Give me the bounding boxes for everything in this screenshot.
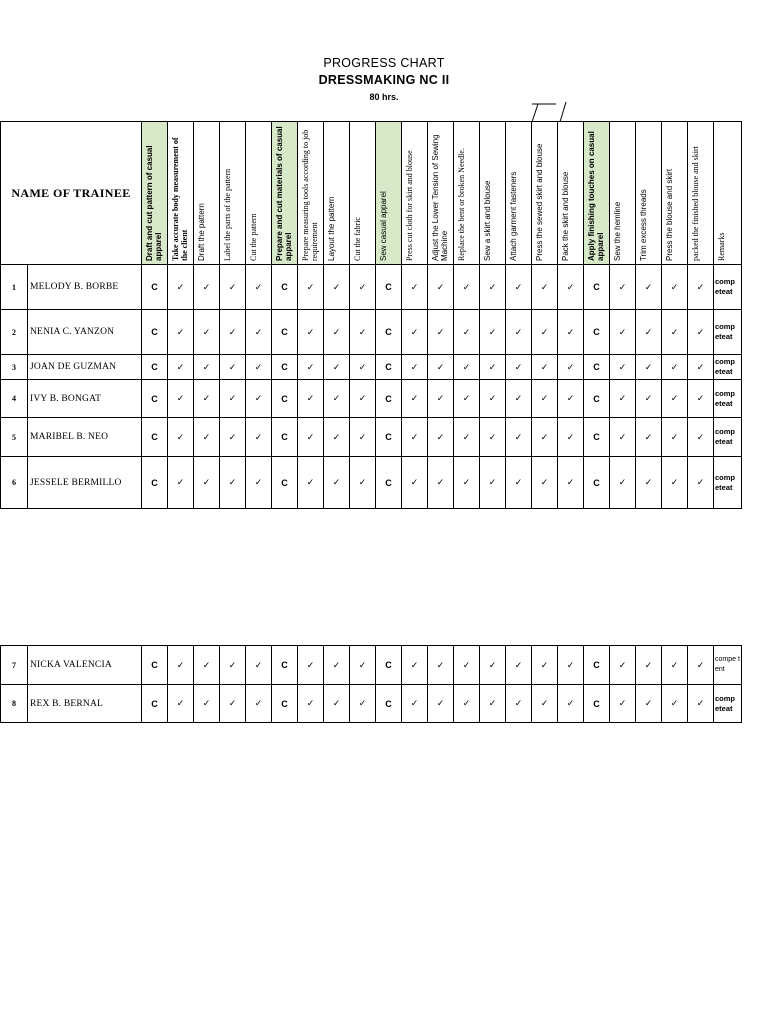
check-mark-icon: ✓ <box>350 457 376 509</box>
trainee-number: 6 <box>1 457 28 509</box>
competent-mark: C <box>142 685 168 723</box>
check-mark-icon: ✓ <box>688 380 714 418</box>
trainee-row <box>1 646 742 685</box>
check-mark-icon: ✓ <box>298 685 324 723</box>
check-mark-icon: ✓ <box>662 646 688 685</box>
check-mark-icon: ✓ <box>298 418 324 457</box>
check-mark-icon: ✓ <box>350 685 376 723</box>
check-mark-icon: ✓ <box>454 310 480 355</box>
competent-mark: C <box>142 646 168 685</box>
check-mark-icon: ✓ <box>688 355 714 380</box>
check-mark-icon: ✓ <box>532 685 558 723</box>
check-mark-icon: ✓ <box>350 265 376 310</box>
check-mark-icon: ✓ <box>194 355 220 380</box>
column-header-6 <box>272 122 298 265</box>
check-mark-icon: ✓ <box>506 457 532 509</box>
trainee-number: 4 <box>1 380 28 418</box>
trainee-name: JESSELE BERMILLO <box>28 457 142 509</box>
check-mark-icon: ✓ <box>662 685 688 723</box>
check-mark-icon: ✓ <box>194 646 220 685</box>
check-mark-icon: ✓ <box>298 355 324 380</box>
check-mark-icon: ✓ <box>220 646 246 685</box>
trainee-name: JOAN DE GUZMAN <box>28 355 142 380</box>
check-mark-icon: ✓ <box>168 355 194 380</box>
check-mark-icon: ✓ <box>246 265 272 310</box>
check-mark-icon: ✓ <box>558 646 584 685</box>
column-header-label: Attach garment fasteners <box>509 171 518 261</box>
competent-mark: C <box>142 457 168 509</box>
column-header-5 <box>246 122 272 265</box>
check-mark-icon: ✓ <box>532 457 558 509</box>
competent-mark: C <box>376 265 402 310</box>
column-header-7 <box>298 122 324 265</box>
check-mark-icon: ✓ <box>350 310 376 355</box>
check-mark-icon: ✓ <box>246 418 272 457</box>
check-mark-icon: ✓ <box>636 418 662 457</box>
check-mark-icon: ✓ <box>220 380 246 418</box>
check-mark-icon: ✓ <box>454 457 480 509</box>
check-mark-icon: ✓ <box>480 457 506 509</box>
check-mark-icon: ✓ <box>428 310 454 355</box>
check-mark-icon: ✓ <box>402 265 428 310</box>
check-mark-icon: ✓ <box>688 685 714 723</box>
check-mark-icon: ✓ <box>194 265 220 310</box>
check-mark-icon: ✓ <box>324 418 350 457</box>
check-mark-icon: ✓ <box>610 646 636 685</box>
competent-mark: C <box>272 457 298 509</box>
check-mark-icon: ✓ <box>428 457 454 509</box>
remarks-cell: comp eteat <box>714 457 742 509</box>
column-header-8 <box>324 122 350 265</box>
check-mark-icon: ✓ <box>506 685 532 723</box>
column-header-9 <box>350 122 376 265</box>
check-mark-icon: ✓ <box>636 685 662 723</box>
check-mark-icon: ✓ <box>480 646 506 685</box>
trainee-row <box>1 310 742 355</box>
check-mark-icon: ✓ <box>246 355 272 380</box>
check-mark-icon: ✓ <box>194 418 220 457</box>
remarks-cell: comp eteat <box>714 418 742 457</box>
check-mark-icon: ✓ <box>428 380 454 418</box>
check-mark-icon: ✓ <box>688 310 714 355</box>
column-header-22 <box>688 122 714 265</box>
check-mark-icon: ✓ <box>636 310 662 355</box>
column-header-16 <box>532 122 558 265</box>
check-mark-icon: ✓ <box>168 457 194 509</box>
column-header-label: Pack the skirt and blouse <box>561 171 570 261</box>
check-mark-icon: ✓ <box>532 646 558 685</box>
check-mark-icon: ✓ <box>688 418 714 457</box>
trainee-row <box>1 418 742 457</box>
check-mark-icon: ✓ <box>506 418 532 457</box>
trainee-row <box>1 355 742 380</box>
check-mark-icon: ✓ <box>350 380 376 418</box>
check-mark-icon: ✓ <box>688 646 714 685</box>
check-mark-icon: ✓ <box>246 310 272 355</box>
check-mark-icon: ✓ <box>168 380 194 418</box>
check-mark-icon: ✓ <box>350 418 376 457</box>
trainee-name: MELODY B. BORBE <box>28 265 142 310</box>
check-mark-icon: ✓ <box>246 685 272 723</box>
check-mark-icon: ✓ <box>506 265 532 310</box>
column-header-label: Layout the pattern <box>327 196 336 261</box>
check-mark-icon: ✓ <box>636 265 662 310</box>
check-mark-icon: ✓ <box>428 685 454 723</box>
check-mark-icon: ✓ <box>350 646 376 685</box>
column-header-18 <box>584 122 610 265</box>
column-header-label: Take accurate body measurement of the client <box>171 137 189 261</box>
column-header-label: Press cut cloth for skirt and blouse <box>405 150 414 261</box>
column-header-label: Press the sewed skirt and blouse <box>535 143 544 261</box>
check-mark-icon: ✓ <box>428 418 454 457</box>
column-header-label: Adjust the Lower Tension of Sewing Machine <box>431 134 449 261</box>
check-mark-icon: ✓ <box>454 380 480 418</box>
column-header-label: Remarks <box>717 232 726 261</box>
check-mark-icon: ✓ <box>428 355 454 380</box>
competent-mark: C <box>584 265 610 310</box>
check-mark-icon: ✓ <box>168 646 194 685</box>
competent-mark: C <box>376 310 402 355</box>
check-mark-icon: ✓ <box>662 380 688 418</box>
check-mark-icon: ✓ <box>324 265 350 310</box>
check-mark-icon: ✓ <box>324 457 350 509</box>
check-mark-icon: ✓ <box>506 355 532 380</box>
column-header-14 <box>480 122 506 265</box>
competent-mark: C <box>584 685 610 723</box>
check-mark-icon: ✓ <box>532 265 558 310</box>
check-mark-icon: ✓ <box>298 380 324 418</box>
check-mark-icon: ✓ <box>298 457 324 509</box>
check-mark-icon: ✓ <box>246 457 272 509</box>
check-mark-icon: ✓ <box>610 265 636 310</box>
check-mark-icon: ✓ <box>220 685 246 723</box>
column-header-label: Label the parts of the pattern <box>223 168 232 261</box>
column-header-15 <box>506 122 532 265</box>
column-header-label: Cut the fabric <box>353 217 362 261</box>
column-header-1 <box>142 122 168 265</box>
check-mark-icon: ✓ <box>480 265 506 310</box>
trainee-name: REX B. BERNAL <box>28 685 142 723</box>
column-header-3 <box>194 122 220 265</box>
check-mark-icon: ✓ <box>324 685 350 723</box>
remarks-cell: comp eteat <box>714 685 742 723</box>
column-header-label: Press the blouse and skirt <box>665 168 674 261</box>
check-mark-icon: ✓ <box>636 646 662 685</box>
column-header-label: Prepare measuring tools according to job requirement <box>301 129 319 261</box>
trainee-number: 3 <box>1 355 28 380</box>
check-mark-icon: ✓ <box>506 380 532 418</box>
check-mark-icon: ✓ <box>532 310 558 355</box>
check-mark-icon: ✓ <box>688 265 714 310</box>
column-header-21 <box>662 122 688 265</box>
column-header-label: Replace the bent or broken Needle. <box>457 148 466 261</box>
check-mark-icon: ✓ <box>454 355 480 380</box>
trainee-number: 5 <box>1 418 28 457</box>
competent-mark: C <box>142 380 168 418</box>
trainee-name: NENIA C. YANZON <box>28 310 142 355</box>
check-mark-icon: ✓ <box>246 380 272 418</box>
check-mark-icon: ✓ <box>558 457 584 509</box>
check-mark-icon: ✓ <box>324 380 350 418</box>
check-mark-icon: ✓ <box>558 418 584 457</box>
name-of-trainee-header: NAME OF TRAINEE <box>1 122 142 265</box>
check-mark-icon: ✓ <box>636 457 662 509</box>
check-mark-icon: ✓ <box>454 418 480 457</box>
trainee-number: 7 <box>1 646 28 685</box>
column-header-17 <box>558 122 584 265</box>
column-header-10 <box>376 122 402 265</box>
column-header-label: Sew casual apparel <box>379 191 388 261</box>
trainee-number: 8 <box>1 685 28 723</box>
check-mark-icon: ✓ <box>688 457 714 509</box>
check-mark-icon: ✓ <box>298 646 324 685</box>
column-header-20 <box>636 122 662 265</box>
check-mark-icon: ✓ <box>324 646 350 685</box>
check-mark-icon: ✓ <box>558 380 584 418</box>
remarks-cell: comp eteat <box>714 380 742 418</box>
check-mark-icon: ✓ <box>480 685 506 723</box>
check-mark-icon: ✓ <box>402 355 428 380</box>
check-mark-icon: ✓ <box>194 457 220 509</box>
chart-hours: 80 hrs. <box>369 92 399 102</box>
check-mark-icon: ✓ <box>558 310 584 355</box>
progress-table <box>0 121 742 509</box>
column-header-label: Cut the pattern <box>249 213 258 261</box>
check-mark-icon: ✓ <box>168 310 194 355</box>
column-header-23 <box>714 122 742 265</box>
check-mark-icon: ✓ <box>298 265 324 310</box>
competent-mark: C <box>584 418 610 457</box>
competent-mark: C <box>272 418 298 457</box>
check-mark-icon: ✓ <box>454 646 480 685</box>
check-mark-icon: ✓ <box>636 355 662 380</box>
check-mark-icon: ✓ <box>298 310 324 355</box>
column-header-11 <box>402 122 428 265</box>
check-mark-icon: ✓ <box>610 685 636 723</box>
competent-mark: C <box>272 265 298 310</box>
check-mark-icon: ✓ <box>662 457 688 509</box>
check-mark-icon: ✓ <box>402 380 428 418</box>
remarks-cell: compe tent <box>714 646 742 685</box>
column-header-label: Apply finishing touches on casual apparel <box>587 131 605 261</box>
check-mark-icon: ✓ <box>454 685 480 723</box>
check-mark-icon: ✓ <box>480 418 506 457</box>
column-header-12 <box>428 122 454 265</box>
competent-mark: C <box>142 418 168 457</box>
competent-mark: C <box>376 646 402 685</box>
trainee-row <box>1 380 742 418</box>
column-header-label: Sew the hemline <box>613 201 622 261</box>
check-mark-icon: ✓ <box>454 265 480 310</box>
check-mark-icon: ✓ <box>168 685 194 723</box>
column-header-19 <box>610 122 636 265</box>
column-header-label: Prepare and cut materials of casual apparel <box>275 126 293 261</box>
check-mark-icon: ✓ <box>532 355 558 380</box>
chart-subtitle: DRESSMAKING NC II <box>318 73 450 87</box>
trainee-name: MARIBEL B. NEO <box>28 418 142 457</box>
check-mark-icon: ✓ <box>428 646 454 685</box>
check-mark-icon: ✓ <box>610 457 636 509</box>
check-mark-icon: ✓ <box>480 310 506 355</box>
competent-mark: C <box>272 646 298 685</box>
check-mark-icon: ✓ <box>662 418 688 457</box>
remarks-cell: comp eteat <box>714 310 742 355</box>
column-header-label: Trim excess threads <box>639 189 648 261</box>
check-mark-icon: ✓ <box>220 457 246 509</box>
check-mark-icon: ✓ <box>402 418 428 457</box>
check-mark-icon: ✓ <box>220 310 246 355</box>
check-mark-icon: ✓ <box>610 310 636 355</box>
column-header-label: packed the finished blouse and skirt <box>691 146 700 261</box>
check-mark-icon: ✓ <box>220 418 246 457</box>
competent-mark: C <box>272 685 298 723</box>
column-header-13 <box>454 122 480 265</box>
check-mark-icon: ✓ <box>532 418 558 457</box>
trainee-name: NICKA VALENCIA <box>28 646 142 685</box>
check-mark-icon: ✓ <box>168 418 194 457</box>
check-mark-icon: ✓ <box>480 355 506 380</box>
competent-mark: C <box>584 380 610 418</box>
check-mark-icon: ✓ <box>324 310 350 355</box>
check-mark-icon: ✓ <box>402 457 428 509</box>
check-mark-icon: ✓ <box>480 380 506 418</box>
chart-title: PROGRESS CHART <box>323 56 445 70</box>
check-mark-icon: ✓ <box>168 265 194 310</box>
check-mark-icon: ✓ <box>610 418 636 457</box>
check-mark-icon: ✓ <box>402 685 428 723</box>
trainee-row <box>1 457 742 509</box>
column-header-label: Draft the pattern <box>197 203 206 261</box>
competent-mark: C <box>376 418 402 457</box>
trainee-row <box>1 265 742 310</box>
check-mark-icon: ✓ <box>558 685 584 723</box>
check-mark-icon: ✓ <box>220 265 246 310</box>
competent-mark: C <box>584 310 610 355</box>
check-mark-icon: ✓ <box>428 265 454 310</box>
check-mark-icon: ✓ <box>220 355 246 380</box>
check-mark-icon: ✓ <box>558 265 584 310</box>
check-mark-icon: ✓ <box>506 310 532 355</box>
check-mark-icon: ✓ <box>246 646 272 685</box>
competent-mark: C <box>376 685 402 723</box>
progress-table-continued <box>0 645 742 723</box>
check-mark-icon: ✓ <box>194 685 220 723</box>
check-mark-icon: ✓ <box>194 380 220 418</box>
check-mark-icon: ✓ <box>402 310 428 355</box>
check-mark-icon: ✓ <box>402 646 428 685</box>
remarks-cell: comp eteat <box>714 265 742 310</box>
check-mark-icon: ✓ <box>662 265 688 310</box>
column-header-label: Sew a skirt and blouse <box>483 180 492 261</box>
check-mark-icon: ✓ <box>532 380 558 418</box>
check-mark-icon: ✓ <box>558 355 584 380</box>
competent-mark: C <box>584 457 610 509</box>
competent-mark: C <box>142 265 168 310</box>
column-header-label: Draft and cut pattern of casual apparel <box>145 145 163 261</box>
competent-mark: C <box>376 457 402 509</box>
check-mark-icon: ✓ <box>610 380 636 418</box>
competent-mark: C <box>142 310 168 355</box>
check-mark-icon: ✓ <box>662 355 688 380</box>
competent-mark: C <box>376 380 402 418</box>
check-mark-icon: ✓ <box>194 310 220 355</box>
table-header-row <box>1 122 742 265</box>
check-mark-icon: ✓ <box>610 355 636 380</box>
trainee-number: 2 <box>1 310 28 355</box>
check-mark-icon: ✓ <box>662 310 688 355</box>
check-mark-icon: ✓ <box>350 355 376 380</box>
check-mark-icon: ✓ <box>324 355 350 380</box>
check-mark-icon: ✓ <box>506 646 532 685</box>
competent-mark: C <box>584 646 610 685</box>
trainee-name: IVY B. BONGAT <box>28 380 142 418</box>
trainee-row <box>1 685 742 723</box>
column-header-2 <box>168 122 194 265</box>
competent-mark: C <box>272 380 298 418</box>
competent-mark: C <box>272 310 298 355</box>
competent-mark: C <box>272 355 298 380</box>
trainee-number: 1 <box>1 265 28 310</box>
competent-mark: C <box>142 355 168 380</box>
remarks-cell: comp eteat <box>714 355 742 380</box>
competent-mark: C <box>376 355 402 380</box>
competent-mark: C <box>584 355 610 380</box>
column-header-4 <box>220 122 246 265</box>
check-mark-icon: ✓ <box>636 380 662 418</box>
